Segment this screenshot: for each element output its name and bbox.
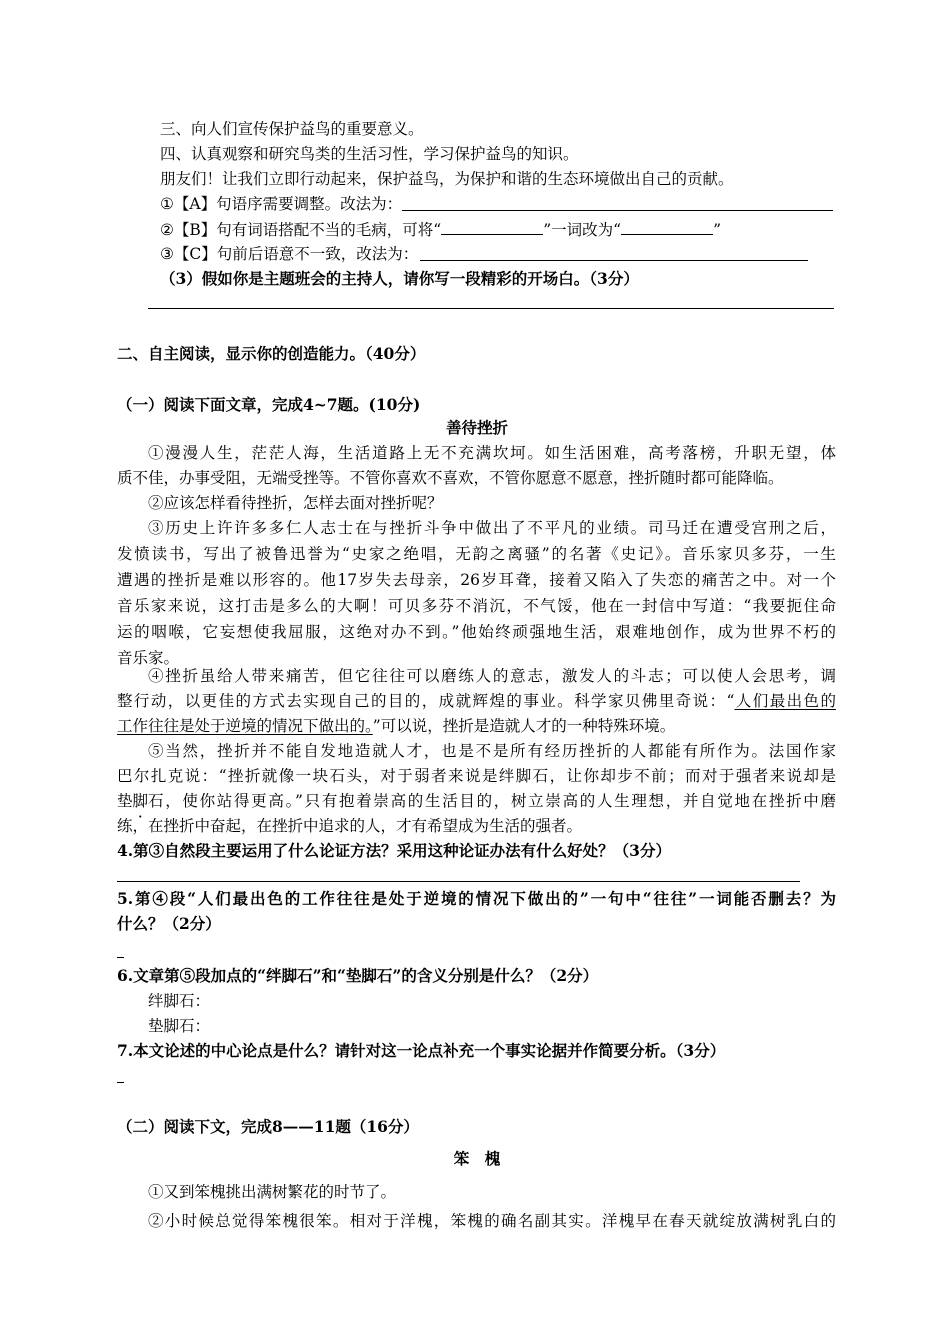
- item-b-line: [160, 218, 721, 241]
- r1-p4-underlined-quote-2: 工作往往是处于逆境的情况下做出的。: [117, 717, 373, 735]
- reading-1-header: （一）阅读下面文章，完成4~7题。(10分): [117, 395, 421, 414]
- r1-p2: ②应该怎样看待挫折，怎样去面对挫折呢？: [148, 494, 443, 512]
- item-b-text-1: ②【B】句有词语搭配不当的毛病，可将“: [160, 221, 442, 239]
- r1-p5-dotted-word: [117, 790, 164, 812]
- r1-p5-line-3-text: ，使你站得更高。”只有抱着崇高的生活目的，树立崇高的人生理想，并自觉地在挫折中磨: [163, 792, 836, 810]
- reading-2-header: （二）阅读下文，完成8——11题（16分）: [117, 1117, 419, 1136]
- r1-p3-line-6: 音乐家。: [117, 649, 180, 667]
- q7-answer-line[interactable]: [117, 1082, 124, 1083]
- r1-p5-line-2: 巴尔扎克说：“挫折就像一块石头，对于弱者来说是绊脚石，让你却步不前；而对于强者来说却是: [117, 767, 836, 785]
- question-7: 7.本文论述的中心论点是什么？请针对这一论点补充一个事实论据并作简要分析。（3分）: [117, 1041, 726, 1060]
- reading-1-title: 善待挫折: [445, 418, 508, 437]
- r1-p4-underlined-quote-1: 人们最出色的: [734, 692, 836, 710]
- r1-p4-line-2-text: 整行动，以更佳的方式去实现自己的目的，成就辉煌的事业。科学家贝佛里奇说：“: [117, 692, 735, 710]
- r1-p5-line-4: 练，在挫折中奋起，在挫折中追求的人，才有希望成为生活的强者。: [117, 817, 583, 835]
- r1-p3-line-3: 遭遇的挫折是难以形容的。他17岁失去母亲，26岁耳聋，接着又陷入了失恋的痛苦之中。对一个: [117, 571, 836, 589]
- r1-p3-line-5: 运的咽喉，它妄想使我屈服，这绝对办不到。”他始终顽强地生活，艰难地创作，成为世界不朽的: [117, 623, 836, 641]
- r1-p5-dotted-text: 垫脚石: [117, 792, 164, 810]
- question-6: 6.文章第⑤段加点的“绊脚石”和“垫脚石”的含义分别是什么？（2分）: [117, 966, 599, 985]
- question-4: 4.第③自然段主要运用了什么论证方法？采用这种论证办法有什么好处？（3分）: [117, 841, 671, 860]
- r1-p4-line-3-text: ”可以说，挫折是造就人才的一种特殊环境。: [372, 717, 676, 735]
- item-a-text: ①【A】句语序需要调整。改法为：: [160, 195, 403, 213]
- q4-answer-line[interactable]: [117, 881, 800, 882]
- q6-answer-a: 绊脚石：: [148, 992, 211, 1010]
- r1-p1-line-1: ①漫漫人生，茫茫人海，生活道路上无不充满坎坷。如生活困难，高考落榜，升职无望，体: [148, 444, 836, 462]
- r1-p3-line-2: 发愤读书，写出了被鲁迅誉为“史家之绝唱，无韵之离骚”的名著《史记》。音乐家贝多芬，一生: [117, 545, 836, 563]
- r1-p4-line-2: [117, 690, 836, 712]
- q5-answer-line[interactable]: [117, 957, 124, 958]
- item-b-text-3: ”: [713, 221, 722, 239]
- intro-line-1: 三、向人们宣传保护益鸟的重要意义。: [160, 120, 424, 138]
- r1-p1-line-2: 质不佳，办事受阻，无端受挫等。不管你喜欢不喜欢，不管你愿意不愿意，挫折随时都可能降临。: [117, 469, 784, 487]
- r1-p5-line-1: ⑤当然，挫折并不能自发地造就人才，也是不是所有经历挫折的人都能有所作为。法国作家: [148, 742, 836, 760]
- r2-p1: ①又到笨槐挑出满树繁花的时节了。: [148, 1183, 397, 1201]
- item-b-blank-2[interactable]: [621, 218, 713, 235]
- item-c-text: ③【C】句前后语意不一致，改法为：: [160, 245, 419, 263]
- intro-line-3: 朋友们！让我们立即行动起来，保护益鸟，为保护和谐的生态环境做出自己的贡献。: [160, 170, 734, 188]
- reading-2-title: 笨 槐: [453, 1149, 501, 1168]
- item-a-answer-line[interactable]: [402, 210, 833, 211]
- r1-p3-line-4: 音乐家来说，这打击是多么的大啊！可贝多芬不消沉，不气馁，他在一封信中写道：“我要扼住命: [117, 597, 836, 615]
- q3-answer-line[interactable]: [148, 308, 834, 309]
- intro-line-2: 四、认真观察和研究鸟类的生活习性，学习保护益鸟的知识。: [160, 145, 579, 163]
- r1-p4-line-1: ④挫折虽给人带来痛苦，但它往往可以磨练人的意志，激发人的斗志；可以使人会思考，调: [148, 667, 836, 685]
- r1-p3-line-1: ③历史上许许多多仁人志士在与挫折斗争中做出了不平凡的业绩。司马迁在遭受宫刑之后，: [148, 519, 836, 537]
- r1-p5-line-3: [117, 790, 836, 812]
- r2-p2-line-1: ②小时候总觉得笨槐很笨。相对于洋槐，笨槐的确名副其实。洋槐早在春天就绽放满树乳白的: [148, 1212, 836, 1230]
- r1-p4-line-3: [117, 715, 675, 737]
- question-5-line-1: 5.第④段“人们最出色的工作往往是处于逆境的情况下做出的”一句中“往往”一词能否删去？为: [117, 889, 836, 908]
- item-b-blank-1[interactable]: [441, 218, 543, 235]
- section-2-title: 二、自主阅读，显示你的创造能力。（40分）: [117, 344, 426, 363]
- q6-answer-b: 垫脚石：: [148, 1017, 211, 1035]
- question-3: （3）假如你是主题班会的主持人，请你写一段精彩的开场白。（3分）: [160, 269, 639, 288]
- question-5-line-2: 什么？（2分）: [117, 914, 221, 933]
- item-b-text-2: ”一词改为“: [543, 221, 622, 239]
- item-c-answer-line[interactable]: [420, 260, 808, 261]
